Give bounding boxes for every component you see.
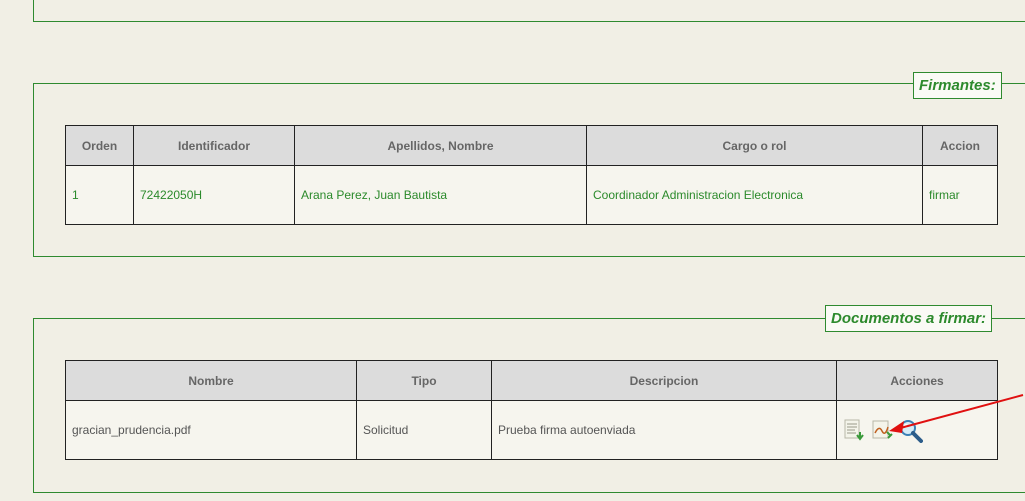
cell-nombre-documento: gracian_prudencia.pdf xyxy=(66,401,357,460)
cell-acciones xyxy=(837,401,998,460)
column-header-accion[interactable]: Accion xyxy=(923,126,998,166)
column-header-identificador[interactable]: Identificador xyxy=(134,126,295,166)
cell-tipo: Solicitud xyxy=(357,401,492,460)
table-row xyxy=(66,166,998,225)
cell-orden: 1 xyxy=(66,166,134,225)
column-header-orden[interactable]: Orden xyxy=(66,126,134,166)
column-header-nombre[interactable]: Nombre xyxy=(66,361,357,401)
column-header-apellidos-nombre[interactable]: Apellidos, Nombre xyxy=(295,126,587,166)
table-header-row xyxy=(66,126,998,166)
cell-nombre: Arana Perez, Juan Bautista xyxy=(295,166,587,225)
table-header-row xyxy=(66,361,998,401)
cell-identificador: 72422050H xyxy=(134,166,295,225)
firmantes-table xyxy=(65,125,998,225)
top-section-frame xyxy=(33,0,1025,22)
firmantes-legend: Firmantes: xyxy=(913,72,1002,99)
column-header-tipo[interactable]: Tipo xyxy=(357,361,492,401)
column-header-acciones[interactable]: Acciones xyxy=(837,361,998,401)
firmar-action[interactable]: firmar xyxy=(923,166,998,225)
cell-cargo: Coordinador Administracion Electronica xyxy=(587,166,923,225)
view-document-icon[interactable] xyxy=(899,419,921,441)
table-row xyxy=(66,401,998,460)
documentos-legend: Documentos a firmar: xyxy=(825,305,992,332)
column-header-descripcion[interactable]: Descripcion xyxy=(492,361,837,401)
sign-document-icon[interactable] xyxy=(871,419,893,441)
cell-descripcion: Prueba firma autoenviada xyxy=(492,401,837,460)
download-document-icon[interactable] xyxy=(843,419,865,441)
documentos-table xyxy=(65,360,998,460)
column-header-cargo-rol[interactable]: Cargo o rol xyxy=(587,126,923,166)
